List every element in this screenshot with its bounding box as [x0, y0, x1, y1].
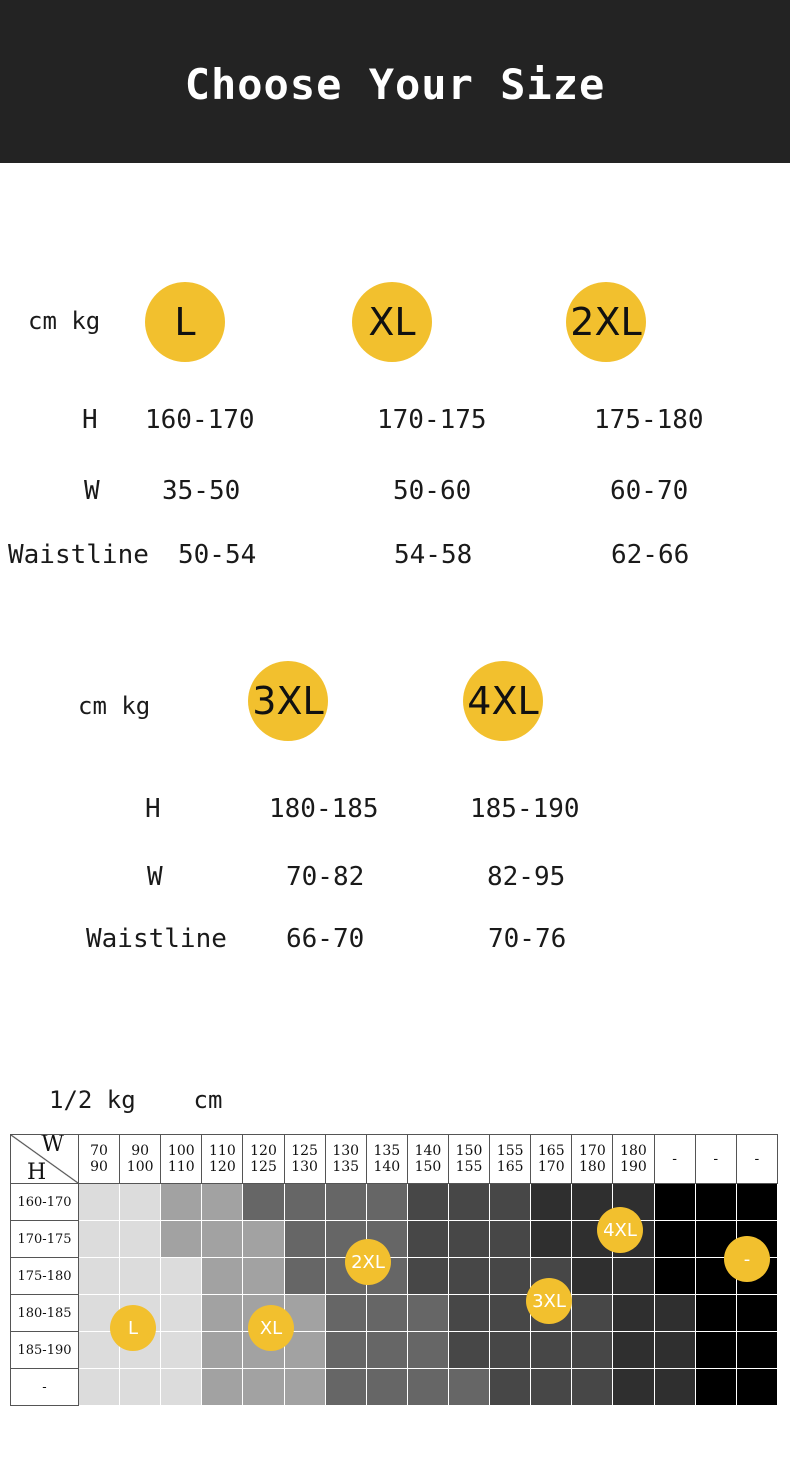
grid-cell [407, 1221, 448, 1258]
weight-column-header [654, 1135, 695, 1184]
weight-to: 130 [291, 1159, 318, 1175]
size-circle-3xl: 3XL [248, 661, 328, 741]
size-circle-2xl: 2XL [566, 282, 646, 362]
weight-column-header [243, 1135, 284, 1184]
grid-corner-cell [11, 1135, 79, 1184]
weight-from: 100 [167, 1143, 195, 1159]
weight-from: 155 [496, 1143, 524, 1159]
weight-from: 170 [579, 1143, 606, 1159]
grid-cell [161, 1221, 202, 1258]
height-row-label: 175-180 [11, 1258, 79, 1295]
weight-from: 140 [414, 1143, 442, 1159]
grid-cell [79, 1221, 120, 1258]
grid-cell [572, 1332, 613, 1369]
weight-column-header [490, 1135, 531, 1184]
value-4xl-weight: 82-95 [487, 862, 566, 892]
weight-to: 90 [90, 1159, 108, 1175]
weight-from: 165 [537, 1143, 565, 1159]
grid-cell [366, 1369, 407, 1406]
grid-cell [120, 1184, 161, 1221]
grid-cell [120, 1369, 161, 1406]
grid-cell [531, 1184, 572, 1221]
grid-cell [407, 1332, 448, 1369]
weight-from: - [754, 1151, 760, 1167]
grid-cell [79, 1369, 120, 1406]
grid-cell [736, 1332, 777, 1369]
grid-cell [490, 1332, 531, 1369]
size-circle-l: L [145, 282, 225, 362]
value-2xl-waistline: 62-66 [611, 540, 690, 570]
weight-column-header [448, 1135, 489, 1184]
weight-to: 150 [414, 1159, 442, 1175]
grid-cell [243, 1369, 284, 1406]
weight-to: 110 [167, 1159, 195, 1175]
row-label-waistline-mid: Waistline [86, 924, 227, 954]
grid-units-label: 1/2 kg cm [49, 1086, 223, 1114]
value-xl-height: 170-175 [377, 405, 487, 435]
grid-cell [448, 1184, 489, 1221]
value-3xl-weight: 70-82 [286, 862, 365, 892]
weight-from: 150 [455, 1143, 483, 1159]
weight-from: 125 [291, 1143, 318, 1159]
grid-cell [448, 1369, 489, 1406]
size-circle-4xl: 4XL [463, 661, 543, 741]
weight-column-header [366, 1135, 407, 1184]
grid-cell [325, 1295, 366, 1332]
weight-to: 100 [126, 1159, 154, 1175]
grid-cell [202, 1184, 243, 1221]
grid-row [11, 1369, 778, 1406]
grid-bubble-dash: - [724, 1236, 770, 1282]
grid-cell [490, 1369, 531, 1406]
units-label-top: cm kg [28, 307, 101, 335]
grid-bubble-2xl: 2XL [345, 1239, 391, 1285]
weight-from: 130 [332, 1143, 360, 1159]
height-row-label: - [11, 1369, 79, 1406]
weight-to: 135 [332, 1159, 360, 1175]
grid-cell [448, 1221, 489, 1258]
height-row-label: 160-170 [11, 1184, 79, 1221]
weight-column-header [736, 1135, 777, 1184]
grid-cell [243, 1184, 284, 1221]
grid-cell [613, 1332, 654, 1369]
grid-cell [284, 1221, 325, 1258]
grid-cell [284, 1369, 325, 1406]
grid-cell [161, 1332, 202, 1369]
value-l-waistline: 50-54 [178, 540, 257, 570]
grid-cell [654, 1221, 695, 1258]
grid-cell [120, 1221, 161, 1258]
grid-cell [531, 1369, 572, 1406]
grid-cell [695, 1295, 736, 1332]
grid-cell [490, 1258, 531, 1295]
height-row-label: 180-185 [11, 1295, 79, 1332]
grid-cell [202, 1332, 243, 1369]
value-4xl-height: 185-190 [470, 794, 580, 824]
grid-cell [572, 1369, 613, 1406]
grid-cell [202, 1221, 243, 1258]
grid-cell [284, 1258, 325, 1295]
weight-from: - [672, 1151, 677, 1167]
weight-to: 125 [250, 1159, 277, 1175]
weight-to: 140 [373, 1159, 401, 1175]
grid-cell [407, 1369, 448, 1406]
grid-row [11, 1184, 778, 1221]
grid-cell [695, 1369, 736, 1406]
grid-cell [448, 1332, 489, 1369]
weight-column-header [284, 1135, 325, 1184]
weight-to: 155 [455, 1159, 483, 1175]
grid-cell [572, 1258, 613, 1295]
weight-column-header [531, 1135, 572, 1184]
grid-bubble-3xl: 3XL [526, 1278, 572, 1324]
height-row-label: 185-190 [11, 1332, 79, 1369]
grid-cell [572, 1295, 613, 1332]
corner-h-label: H [27, 1160, 47, 1183]
grid-cell [366, 1295, 407, 1332]
grid-cell [654, 1295, 695, 1332]
grid-cell [490, 1221, 531, 1258]
grid-cell [448, 1295, 489, 1332]
grid-bubble-l: L [110, 1305, 156, 1351]
row-label-height: H [82, 405, 98, 435]
weight-column-header [325, 1135, 366, 1184]
row-label-weight: W [84, 476, 100, 506]
grid-cell [325, 1332, 366, 1369]
value-xl-waistline: 54-58 [394, 540, 473, 570]
grid-cell [79, 1184, 120, 1221]
weight-to: 180 [579, 1159, 606, 1175]
value-4xl-waistline: 70-76 [488, 924, 567, 954]
grid-cell [161, 1369, 202, 1406]
grid-cell [613, 1295, 654, 1332]
weight-column-header [613, 1135, 654, 1184]
grid-cell [736, 1369, 777, 1406]
weight-column-header [79, 1135, 120, 1184]
weight-from: 180 [620, 1143, 647, 1159]
grid-cell [366, 1332, 407, 1369]
value-3xl-height: 180-185 [269, 794, 379, 824]
row-label-height-mid: H [145, 794, 161, 824]
grid-cell [407, 1295, 448, 1332]
grid-bubble-4xl: 4XL [597, 1207, 643, 1253]
grid-cell [407, 1258, 448, 1295]
weight-to: 190 [620, 1159, 647, 1175]
grid-cell [120, 1258, 161, 1295]
weight-to: 120 [209, 1159, 236, 1175]
weight-column-header [202, 1135, 243, 1184]
grid-cell [79, 1258, 120, 1295]
page-title: Choose Your Size [184, 60, 606, 109]
grid-cell [325, 1184, 366, 1221]
grid-row [11, 1258, 778, 1295]
grid-cell [490, 1295, 531, 1332]
weight-to: 170 [537, 1159, 565, 1175]
size-circle-xl: XL [352, 282, 432, 362]
grid-cell [243, 1221, 284, 1258]
grid-row [11, 1221, 778, 1258]
size-grid-table [10, 1134, 778, 1406]
grid-cell [243, 1258, 284, 1295]
weight-from: - [713, 1151, 719, 1167]
grid-cell [161, 1258, 202, 1295]
weight-column-header [407, 1135, 448, 1184]
grid-cell [654, 1369, 695, 1406]
grid-cell [654, 1184, 695, 1221]
grid-cell [695, 1332, 736, 1369]
grid-cell [490, 1184, 531, 1221]
weight-column-header [161, 1135, 202, 1184]
grid-cell [202, 1258, 243, 1295]
grid-cell [613, 1369, 654, 1406]
grid-cell [284, 1184, 325, 1221]
value-xl-weight: 50-60 [393, 476, 472, 506]
grid-cell [161, 1295, 202, 1332]
grid-cell [161, 1184, 202, 1221]
value-l-weight: 35-50 [162, 476, 241, 506]
weight-column-header [120, 1135, 161, 1184]
weight-from: 90 [131, 1143, 150, 1159]
grid-cell [736, 1295, 777, 1332]
value-3xl-waistline: 66-70 [286, 924, 365, 954]
row-label-weight-mid: W [147, 862, 163, 892]
grid-cell [202, 1295, 243, 1332]
header-banner [0, 0, 790, 163]
grid-cell [366, 1184, 407, 1221]
grid-cell [531, 1332, 572, 1369]
grid-cell [448, 1258, 489, 1295]
weight-column-header [572, 1135, 613, 1184]
grid-cell [325, 1369, 366, 1406]
units-label-mid: cm kg [78, 692, 151, 720]
row-label-waistline: Waistline [8, 540, 149, 570]
grid-cell [531, 1221, 572, 1258]
value-l-height: 160-170 [145, 405, 255, 435]
grid-cell [407, 1184, 448, 1221]
height-row-label: 170-175 [11, 1221, 79, 1258]
value-2xl-weight: 60-70 [610, 476, 689, 506]
value-2xl-height: 175-180 [594, 405, 704, 435]
grid-cell [654, 1332, 695, 1369]
grid-cell [695, 1184, 736, 1221]
corner-w-label: W [41, 1135, 64, 1157]
weight-to: 165 [496, 1159, 524, 1175]
weight-from: 135 [373, 1143, 401, 1159]
weight-from: 120 [250, 1143, 277, 1159]
weight-from: 110 [209, 1143, 236, 1159]
weight-column-header [695, 1135, 736, 1184]
grid-cell [613, 1258, 654, 1295]
grid-cell [736, 1184, 777, 1221]
grid-bubble-xl: XL [248, 1305, 294, 1351]
grid-cell [654, 1258, 695, 1295]
grid-cell [202, 1369, 243, 1406]
weight-from: 70 [90, 1143, 108, 1159]
